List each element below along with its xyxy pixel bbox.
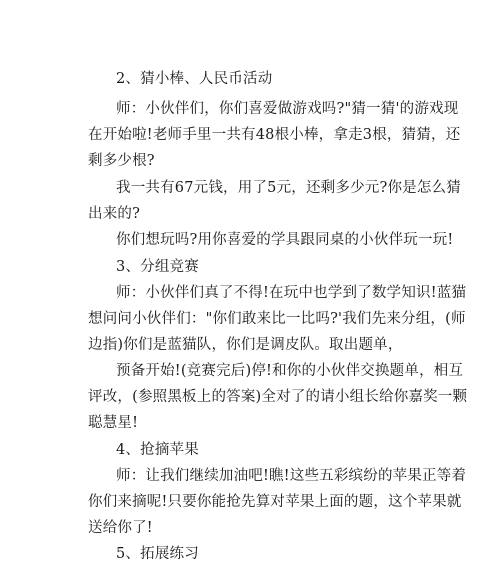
paragraph-line: 师：小伙伴们真了不得!在玩中也学到了数学知识!蓝猫 [116, 285, 467, 301]
paragraph-line: 聪慧星! [88, 415, 139, 431]
paragraph-line: 想问问小伙伴们："你们敢来比一比吗?'我们先来分组，(师 [88, 311, 466, 327]
paragraph-line: 在开始啦!老师手里一共有48根小棒，拿走3根，猜猜，还 [88, 127, 461, 143]
paragraph-line: 边指)你们是蓝猫队，你们是调皮队。取出题单， [88, 337, 403, 353]
paragraph-line: 师：小伙伴们，你们喜爱做游戏吗?"猜一猜'的游戏现 [116, 101, 459, 117]
heading-extension-practice: 5、拓展练习 [116, 546, 199, 562]
paragraph-line: 你们来摘呢!只要你能抢先算对苹果上面的题，这个苹果就 [88, 494, 462, 510]
paragraph-line: 剩多少根? [88, 153, 155, 169]
paragraph-line: 出来的? [88, 206, 141, 222]
paragraph-line: 送给你了! [88, 520, 153, 536]
heading-pick-apples: 4、抢摘苹果 [116, 442, 199, 458]
paragraph-line: 师：让我们继续加油吧!瞧!这些五彩缤纷的苹果正等着 [116, 468, 467, 484]
paragraph-line: 你们想玩吗?用你喜爱的学具跟同桌的小伙伴玩一玩! [116, 232, 454, 248]
paragraph-line: 预备开始!(竞赛完后)停!和你的小伙伴交换题单，相互 [116, 363, 464, 379]
paragraph-line: 评改，(参照黑板上的答案)全对了的请小组长给你嘉奖一颗 [88, 389, 468, 405]
heading-group-competition: 3、分组竞赛 [116, 259, 199, 275]
heading-guess-activity: 2、猜小棒、人民币活动 [116, 71, 273, 87]
paragraph-line: 我一共有67元钱，用了5元，还剩多少元?你是怎么猜 [116, 180, 461, 196]
